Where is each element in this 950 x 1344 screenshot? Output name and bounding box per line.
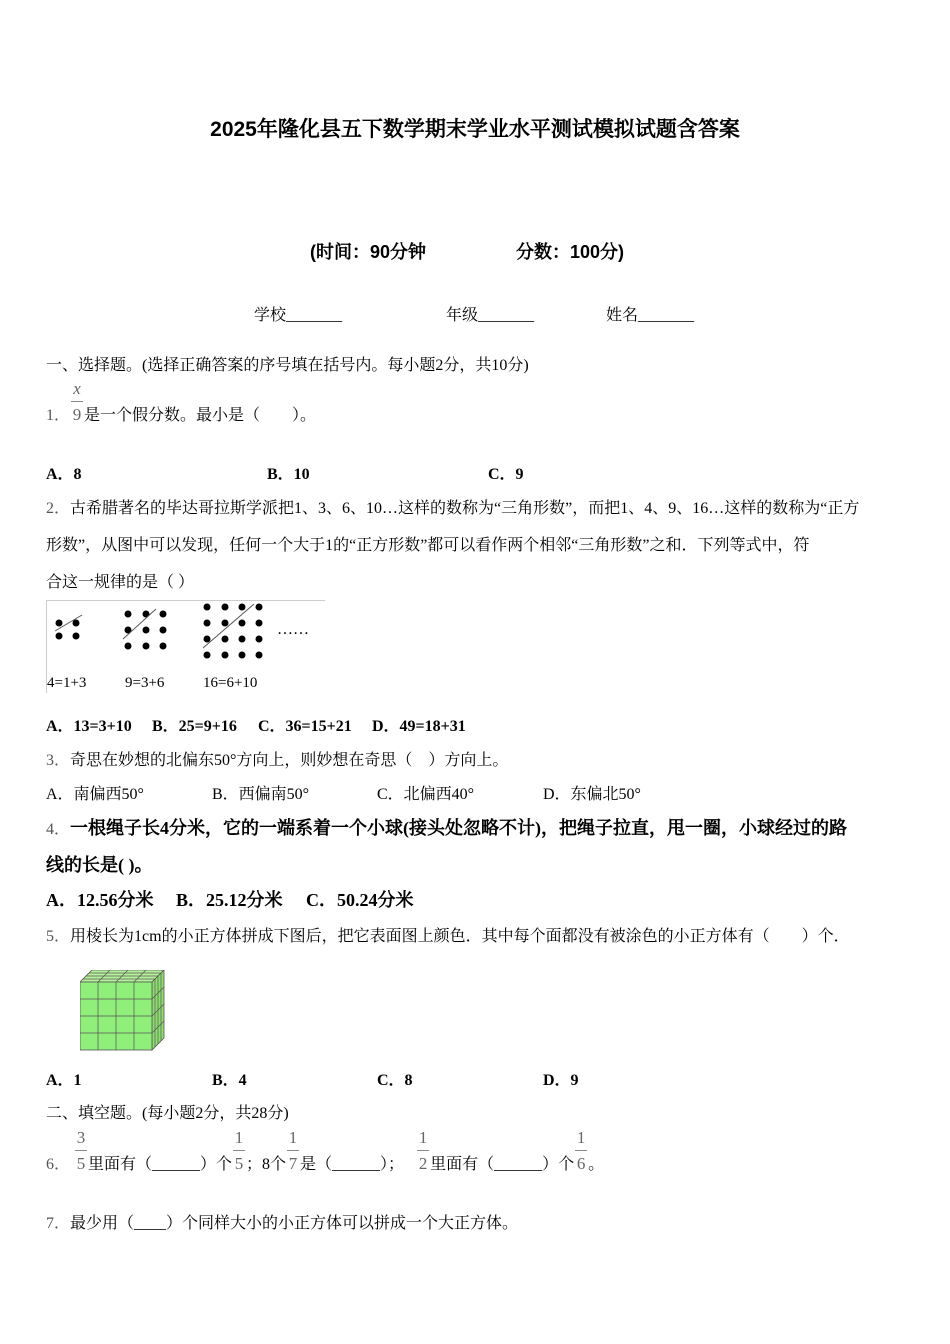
option: B．西偏南50° <box>212 786 310 803</box>
fraction: $\frac{1}{7}$ <box>288 1128 298 1173</box>
question-6: 6． $\frac{3}{5}$里面有（______）个 $\frac{1}{5}$；8个 $\frac{1}{7}$是（______）； $\frac{1}{2}$里面有（______）个 $\frac{1}{6}$。 <box>46 1128 605 1173</box>
fraction: $\frac{1}{6}$ <box>576 1128 586 1173</box>
exam-score: 分数：100分) <box>516 242 625 262</box>
question-4-line-2: 线的长是( )。 <box>46 855 153 875</box>
question-7: 7．最少用（____）个同样大小的小正方体可以拼成一个大正方体。 <box>46 1215 519 1232</box>
fraction: $\frac{1}{5}$ <box>234 1128 244 1173</box>
option: C．36=15+21 <box>258 718 352 735</box>
option: A．1 <box>46 1072 82 1089</box>
option: A．8 <box>46 466 82 483</box>
question-1 <box>46 379 317 425</box>
exam-time: (时间：90分钟 <box>310 242 427 262</box>
option: C．50.24分米 <box>306 890 414 910</box>
option: D．9 <box>543 1072 579 1089</box>
option: A．13=3+10 <box>46 718 132 735</box>
fraction: $\frac{3}{5}$ <box>76 1128 86 1173</box>
option: D．东偏北50° <box>543 786 641 803</box>
question-3: 3．奇思在妙想的北偏东50°方向上，则妙想在奇思（ ）方向上。 <box>46 752 509 769</box>
square-numbers-figure <box>46 600 325 693</box>
grade-field: 年级_______ <box>446 307 535 324</box>
q-text: 是一个假分数。最小是（ ）。 <box>84 407 317 424</box>
section-1-heading: 一、选择题。(选择正确答案的序号填在括号内。每小题2分，共10分) <box>46 357 529 374</box>
section-2-heading: 二、填空题。(每小题2分，共28分) <box>46 1105 289 1122</box>
cube-figure <box>80 970 166 1052</box>
option: C．9 <box>488 466 524 483</box>
figure-label: 4=1+3 <box>47 675 87 691</box>
page-title: 2025年隆化县五下数学期末学业水平测试模拟试题含答案 <box>210 118 740 141</box>
school-field: 学校_______ <box>254 307 343 324</box>
ellipsis: …… <box>277 621 309 638</box>
figure-label: 9=3+6 <box>125 675 165 691</box>
option: B．4 <box>212 1072 247 1089</box>
question-2-line-3: 合这一规律的是（ ） <box>46 574 195 591</box>
question-5: 5．用棱长为1cm的小正方体拼成下图后，把它表面图上颜色．其中每个面都没有被涂色的小正方体有（ ）个． <box>46 928 850 945</box>
fraction: $\frac{x}{9}$ <box>72 379 82 424</box>
question-2-line-2: 形数”，从图中可以发现，任何一个大于1的“正方形数”都可以看作两个相邻“三角形数”之和．下列等式中，符 <box>46 537 810 554</box>
option: B．25.12分米 <box>176 890 283 910</box>
question-4-line-1: 4．一根绳子长4分米，它的一端系着一个小球(接头处忽略不计)，把绳子拉直，甩一圈，小球经过的路 <box>46 818 847 838</box>
figure-label: 16=6+10 <box>203 675 258 691</box>
dot-patterns <box>47 601 325 693</box>
option: B．25=9+16 <box>152 718 237 735</box>
q-number: 1． <box>46 407 71 424</box>
name-field: 姓名_______ <box>606 307 695 324</box>
option: C．北偏西40° <box>377 786 475 803</box>
option: B．10 <box>267 466 310 483</box>
option: D．49=18+31 <box>372 718 466 735</box>
option: A．南偏西50° <box>46 786 144 803</box>
question-2-line-1: 2．古希腊著名的毕达哥拉斯学派把1、3、6、10…这样的数称为“三角形数”，而把1、4、9、16…这样的数称为“正方 <box>46 500 860 517</box>
option: C．8 <box>377 1072 413 1089</box>
option: A．12.56分米 <box>46 890 154 910</box>
fraction: $\frac{1}{2}$ <box>418 1128 428 1173</box>
